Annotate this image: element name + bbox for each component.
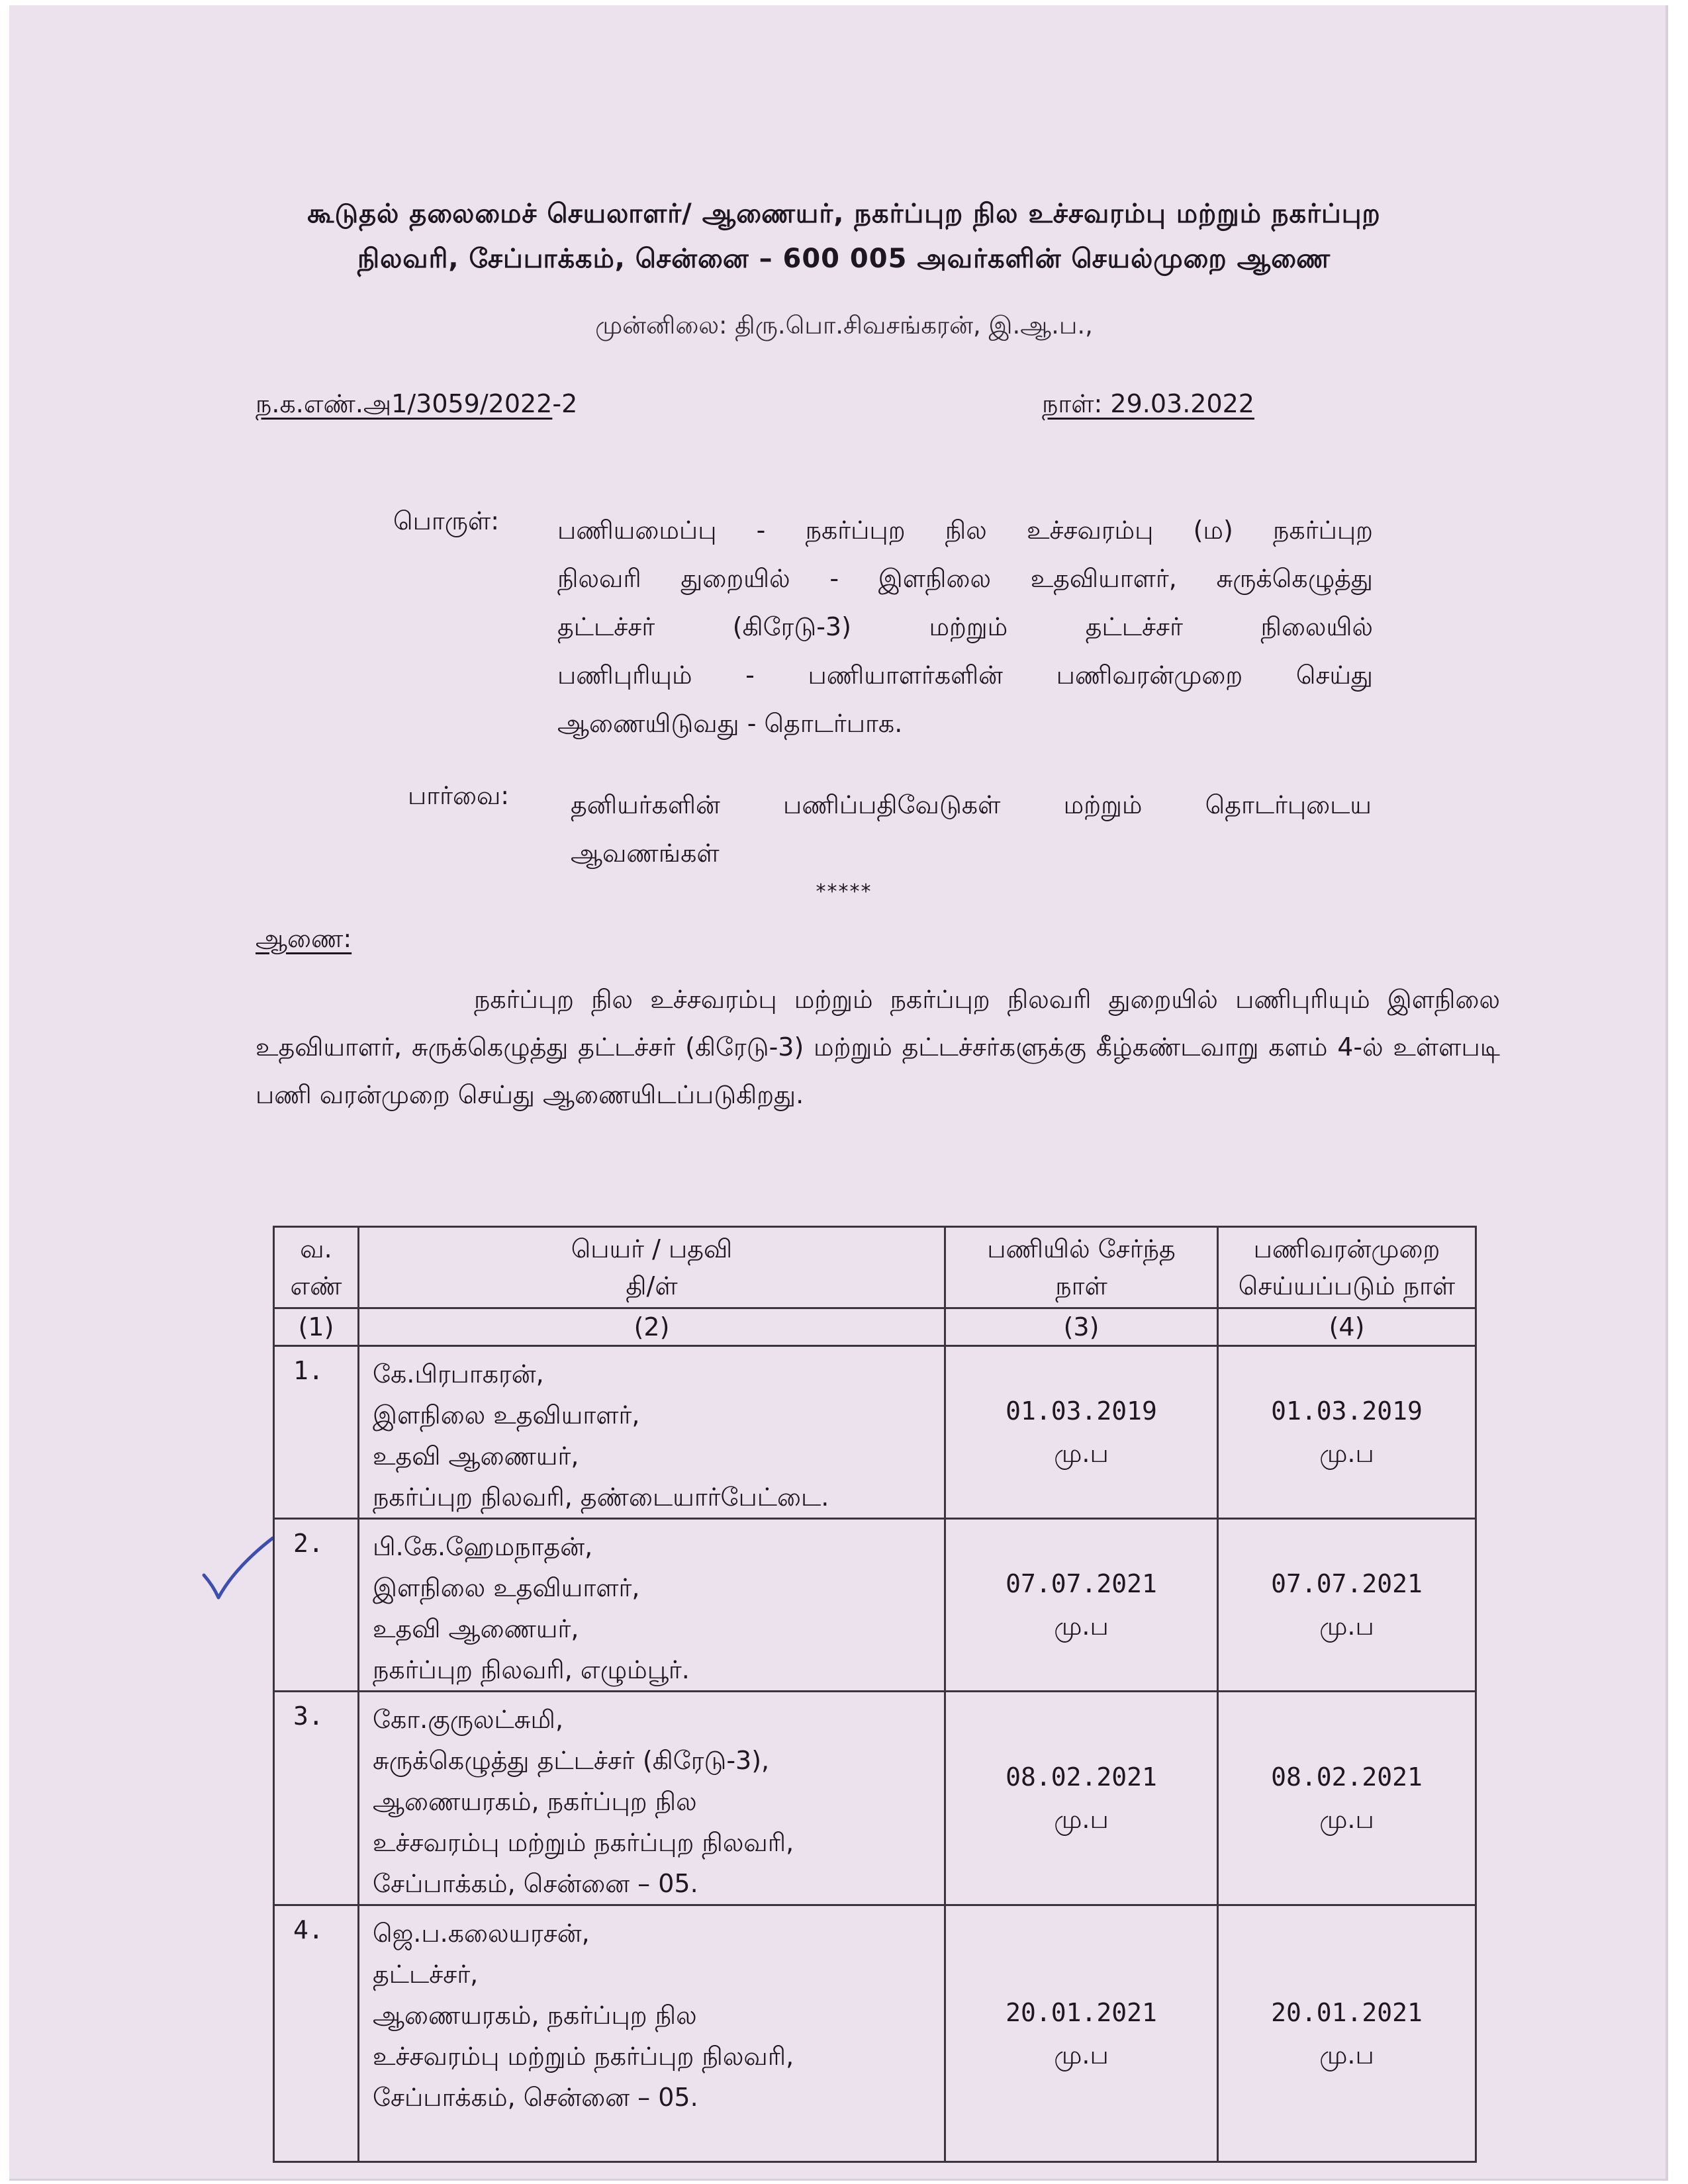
employee-detail-line: சேப்பாக்கம், சென்னை – 05. [373, 2083, 698, 2112]
column-number: (2) [359, 1308, 945, 1346]
reference-docs-text [571, 781, 1372, 878]
table-row [274, 1346, 1476, 1519]
employee-detail-line: ஆணையரகம், நகர்ப்புற நில [373, 1787, 697, 1816]
employee-details [359, 1346, 945, 1519]
column-header-line: பெயர் / பதவி [571, 1234, 733, 1263]
employee-detail-line: ஆணையரகம், நகர்ப்புற நில [373, 2001, 697, 2030]
regularised-date [1218, 1346, 1476, 1519]
column-number-row [274, 1308, 1476, 1346]
session-value: மு.ப [1054, 1805, 1109, 1834]
column-header-joined [945, 1227, 1218, 1308]
employee-detail-line: இளநிலை உதவியாளர், [373, 1400, 640, 1430]
session-value: மு.ப [1054, 2040, 1109, 2070]
session-value: மு.ப [1054, 1439, 1109, 1468]
session-value: மு.ப [1319, 1612, 1374, 1641]
serial-number: 4. [274, 1905, 359, 2162]
reference-number-suffix: -2 [552, 389, 578, 418]
joined-date [945, 1905, 1218, 2162]
joined-date [945, 1692, 1218, 1905]
serial-number: 2. [274, 1519, 359, 1692]
date-value: 20.01.2021 [1006, 1997, 1157, 2027]
employee-detail-line: கோ.குருலட்சுமி, [373, 1705, 564, 1734]
header-line-2: நிலவரி, சேப்பாக்கம், சென்னை – 600 005 அவர்களின் செயல்முறை ஆணை [357, 244, 1331, 274]
table-row [274, 1692, 1476, 1905]
table-row [274, 1519, 1476, 1692]
employee-detail-line: ஜெ.ப.கலையரசன், [373, 1919, 590, 1948]
joined-date [945, 1519, 1218, 1692]
regularised-date [1218, 1692, 1476, 1905]
column-header-line: எண் [290, 1271, 342, 1300]
employee-detail-line: நகர்ப்புற நிலவரி, எழும்பூர். [373, 1655, 690, 1684]
column-header-serial [274, 1227, 359, 1308]
reference-docs-line: தனியர்களின் பணிப்பதிவேடுகள் மற்றும் தொடர்புடைய [571, 790, 1372, 819]
employee-detail-line: தட்டச்சர், [373, 1960, 479, 1989]
reference-number [256, 389, 577, 422]
employee-details [359, 1905, 945, 2162]
column-header-line: தி/ள் [626, 1271, 678, 1300]
subject-line: ஆணையிடுவது - தொடர்பாக. [557, 709, 903, 738]
employee-detail-line: கே.பிரபாகரன், [373, 1359, 544, 1388]
order-date: நாள்: 29.03.2022 [1042, 389, 1254, 418]
session-value: மு.ப [1319, 2040, 1374, 2070]
session-value: மு.ப [1319, 1805, 1374, 1834]
employee-details [359, 1692, 945, 1905]
session-value: மு.ப [1054, 1612, 1109, 1641]
reference-number-main: ந.க.எண்.அ1/3059/2022 [256, 389, 553, 418]
column-header-regularised [1218, 1227, 1476, 1308]
employee-details [359, 1519, 945, 1692]
subject-label: பொருள்: [393, 506, 500, 535]
subject-text [557, 506, 1373, 748]
header-line-1: கூடுதல் தலைமைச் செயலாளர்/ ஆணையர், நகர்ப்புற நில உச்சவரம்பு மற்றும் நகர்ப்புற [307, 199, 1381, 229]
column-header-line: பணியில் சேர்ந்த [987, 1234, 1176, 1263]
separator-stars: ***** [816, 880, 872, 903]
date-value: 08.02.2021 [1271, 1762, 1423, 1792]
subject-line: பணிபுரியும் - பணியாளர்களின் பணிவரன்முறை செய்து [557, 660, 1373, 690]
regularised-date [1218, 1519, 1476, 1692]
subject-line: பணியமைப்பு - நகர்ப்புற நில உச்சவரம்பு (ம) நகர்ப்புற [557, 516, 1373, 545]
column-number: (1) [274, 1308, 359, 1346]
table-header-row [274, 1227, 1476, 1308]
column-number: (3) [945, 1308, 1218, 1346]
column-number: (4) [1218, 1308, 1476, 1346]
order-heading: ஆணை: [256, 924, 352, 953]
session-value: மு.ப [1319, 1439, 1374, 1468]
employee-detail-line: உச்சவரம்பு மற்றும் நகர்ப்புற நிலவரி, [373, 1828, 794, 1857]
subject-line: தட்டச்சர் (கிரேடு-3) மற்றும் தட்டச்சர் நிலையில் [557, 612, 1373, 641]
employee-detail-line: சேப்பாக்கம், சென்னை – 05. [373, 1869, 698, 1898]
date-value: 01.03.2019 [1006, 1396, 1157, 1426]
employee-detail-line: உச்சவரம்பு மற்றும் நகர்ப்புற நிலவரி, [373, 2042, 794, 2071]
employee-detail-line: பி.கே.ஹேமநாதன், [373, 1532, 593, 1561]
regularisation-table [273, 1226, 1477, 2163]
column-header-line: நாள் [1055, 1271, 1107, 1300]
serial-number: 1. [274, 1346, 359, 1519]
employee-detail-line: உதவி ஆணையர், [373, 1614, 579, 1643]
employee-detail-line: நகர்ப்புற நிலவரி, தண்டையார்பேட்டை. [373, 1482, 829, 1512]
date-value: 20.01.2021 [1271, 1997, 1423, 2027]
serial-number: 3. [274, 1692, 359, 1905]
employee-detail-line: சுருக்கெழுத்து தட்டச்சர் (கிரேடு-3), [373, 1746, 770, 1775]
column-header-line: பணிவரன்முறை [1253, 1234, 1440, 1263]
employee-detail-line: இளநிலை உதவியாளர், [373, 1573, 640, 1602]
subject-line: நிலவரி துறையில் - இளநிலை உதவியாளர், சுருக்கெழுத்து [557, 564, 1373, 593]
table-row [274, 1905, 1476, 2162]
joined-date [945, 1346, 1218, 1519]
check-mark-icon [199, 1534, 278, 1607]
presiding-officer: முன்னிலை: திரு.பொ.சிவசங்கரன், இ.ஆ.ப., [595, 311, 1093, 340]
order-paragraph: நகர்ப்புற நில உச்சவரம்பு மற்றும் நகர்ப்புற நிலவரி துறையில் பணிபுரியும் இளநிலை உதவியாளர், சுருக்கெழுத்து தட்டச்சர் (கிரேடு-3) மற்றும் தட்டச்சர்களுக்கு கீழ்கண்டவாறு களம் 4-ல் உள்ளபடி பணி வரன்முறை செய்து ஆணையிடப்படுகிறது. [256, 985, 1500, 1109]
column-header-name [359, 1227, 945, 1308]
date-value: 08.02.2021 [1006, 1762, 1157, 1792]
date-value: 07.07.2021 [1006, 1569, 1157, 1598]
column-header-line: வ. [300, 1234, 332, 1263]
reference-docs-label: பார்வை: [408, 781, 510, 810]
date-value: 07.07.2021 [1271, 1569, 1423, 1598]
reference-docs-line: ஆவணங்கள் [571, 839, 720, 868]
employee-detail-line: உதவி ஆணையர், [373, 1441, 579, 1471]
date-value: 01.03.2019 [1271, 1396, 1423, 1426]
column-header-line: செய்யப்படும் நாள் [1238, 1271, 1456, 1300]
regularised-date [1218, 1905, 1476, 2162]
